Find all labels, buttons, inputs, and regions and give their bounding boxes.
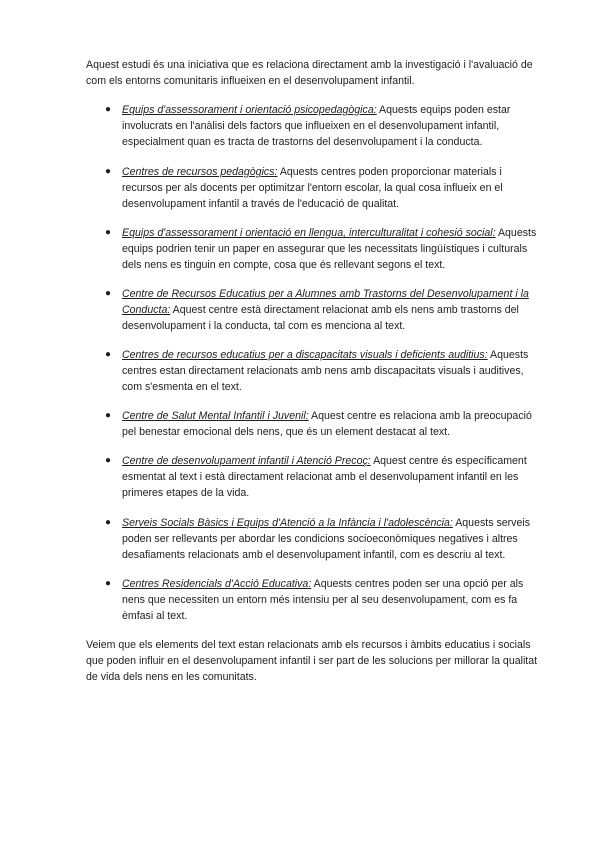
bullet-icon: ● (104, 578, 112, 589)
list-item (104, 576, 542, 624)
list-item (104, 347, 542, 395)
intro-paragraph: Aquest estudi és una iniciativa que es relaciona directament amb la investigació i l'avaluació de com els entorns comunitaris influeixen en el desenvolupament infantil. (86, 59, 533, 87)
item-term: Centre de Recursos Educatius per a Alumnes amb Trastorns del Desenvolupament i la Conducta: (122, 288, 529, 316)
bullet-icon: ● (104, 166, 112, 177)
item-text: Aquests serveis poden ser rellevants per abordar les condicions socioeconòmiques negatives i altres desafiaments relacionats amb el desenvolupament infantil, com es descriu al text. (122, 517, 530, 561)
bullet-icon: ● (104, 455, 112, 466)
item-text: Aquests centres poden proporcionar materials i recursos per als docents per optimitzar l'entorn escolar, la qual cosa influeix en el desenvolupament infantil a través de l'educació de qualitat. (122, 166, 503, 210)
item-text: Aquests centres poden ser una opció per als nens que necessiten un entorn més intensiu per al seu desenvolupament, com es fa èmfasi al text. (122, 578, 524, 622)
item-term: Equips d'assessorament i orientació psicopedagògica: (122, 104, 377, 116)
item-term: Equips d'assessorament i orientació en llengua, interculturalitat i cohesió social: (122, 227, 496, 239)
conclusion-paragraph: Veiem que els elements del text estan relacionats amb els recursos i àmbits educatius i socials que poden influir en el desenvolupament infantil i ser part de les solucions per millorar la qualitat de vida dels nens en les comunitats. (86, 639, 538, 683)
item-text: Aquests equips podrien tenir un paper en assegurar que les necessitats lingüístiques i culturals dels nens es tinguin en compte, cosa que és rellevant segons el text. (122, 227, 537, 271)
list-item (104, 453, 542, 501)
list-item (104, 102, 542, 150)
item-term: Centre de Salut Mental Infantil i Juvenil: (122, 410, 309, 422)
bullet-icon: ● (104, 104, 112, 115)
list-item (104, 408, 542, 440)
bullet-icon: ● (104, 227, 112, 238)
item-term: Centres de recursos educatius per a discapacitats visuals i deficients auditius: (122, 349, 488, 361)
list-item (104, 286, 542, 334)
item-text: Aquest centre està directament relacionat amb els nens amb trastorns del desenvolupament i la conducta, tal com es menciona al text. (122, 304, 519, 332)
item-term: Centres de recursos pedagògics: (122, 166, 278, 178)
list-item (104, 225, 542, 273)
item-term: Centres Residencials d'Acció Educativa: (122, 578, 312, 590)
item-term: Serveis Socials Bàsics i Equips d'Atenció a la Infància i l'adolescència: (122, 517, 453, 529)
item-text: Aquests centres estan directament relacionats amb nens amb discapacitats visuals i auditives, com s'esmenta en el text. (122, 349, 529, 393)
item-text: Aquest centre és específicament esmentat al text i està directament relacionat amb el desenvolupament infantil en les primeres etapes de la vida. (122, 455, 527, 499)
bullet-icon: ● (104, 517, 112, 528)
item-term: Centre de desenvolupament infantil i Atenció Precoç: (122, 455, 371, 467)
list-item (104, 164, 542, 212)
item-text: Aquest centre es relaciona amb la preocupació pel benestar emocional dels nens, que és un element destacat al text. (122, 410, 532, 438)
bullet-icon: ● (104, 288, 112, 299)
bullet-icon: ● (104, 410, 112, 421)
bullet-icon: ● (104, 349, 112, 360)
item-text: Aquests equips poden estar involucrats en l'anàlisi dels factors que influeixen en el desenvolupament infantil, especialment quan es tracta de trastorns del desenvolupament i la conducta. (122, 104, 511, 148)
list-item (104, 515, 542, 563)
